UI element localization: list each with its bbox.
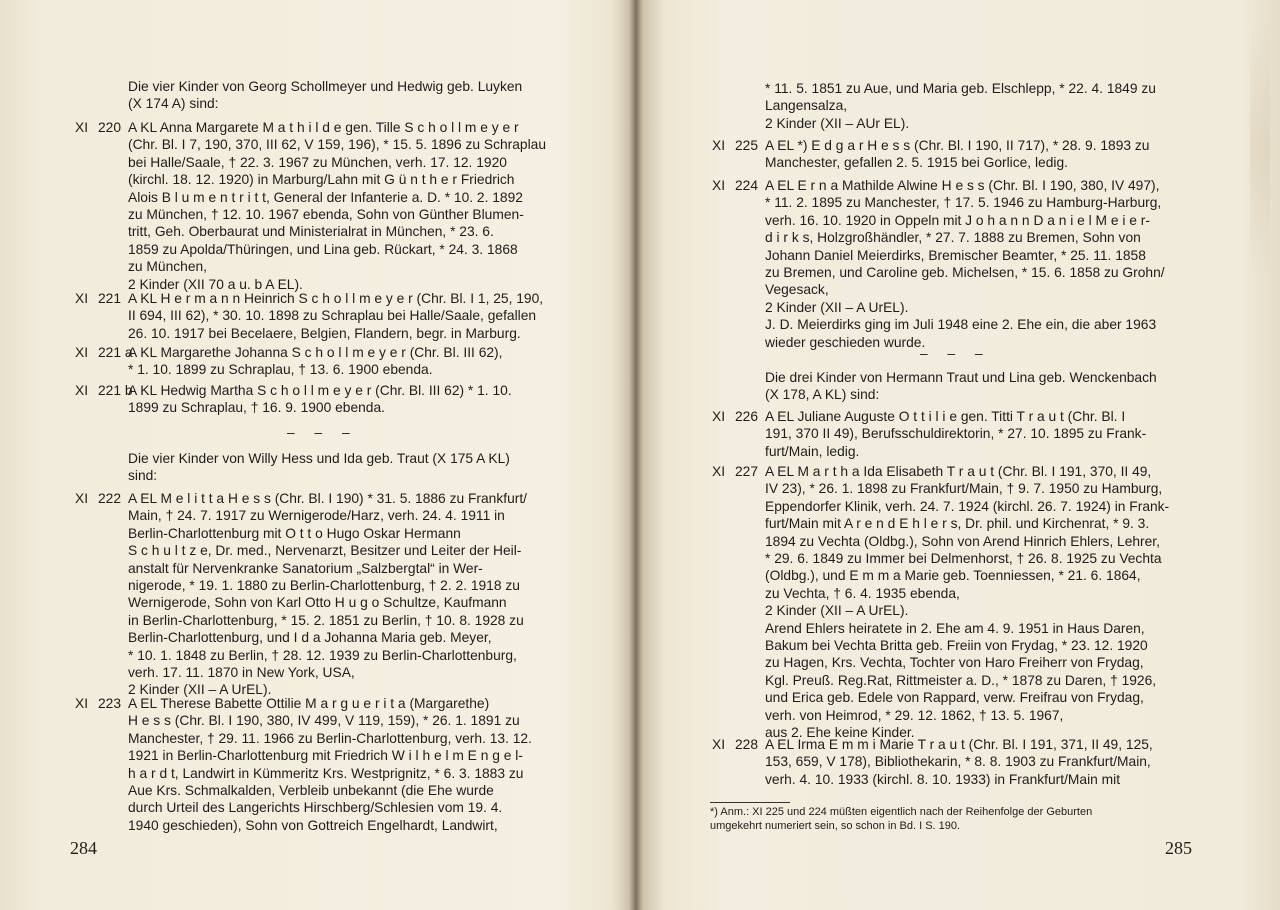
footnote: *) Anm.: XI 225 und 224 müßten eigentlich nach der Reihenfolge der Geburten umgekehrt numeriert sein, so schon in Bd. I S. 190. [710,806,1093,832]
entry-number: XI 221 a [75,345,133,360]
entry-text: A KL H e r m a n n Heinrich S c h o l l m e y e r (Chr. Bl. I 1, 25, 190, II 694, III 62), * 30. 10. 1898 zu Schraplau bei Halle/Saale, gefallen 26. 10. 1917 bei Becelaere, Belgien, Flandern, begr. in Marburg. [128,291,544,341]
entry-number: XI 227 [712,464,759,479]
page-number: 285 [1165,838,1192,858]
section-intro: Die vier Kinder von Georg Schollmeyer und Hedwig geb. Luyken (X 174 A) sind: [128,79,523,112]
footnote-rule [710,802,790,803]
entry-text: A EL Irma E m m i Marie T r a u t (Chr. Bl. I 191, 371, II 49, 125, 153, 659, V 178), Bibliothekarin, * 8. 8. 1903 zu Frankfurt/Main, verh. 4. 10. 1933 (kirchl. 8. 10. 1933) in Frankfurt/Main mit [765,737,1153,787]
entry-continuation: * 11. 5. 1851 zu Aue, und Maria geb. Elschlepp, * 22. 4. 1849 zu Langensalza, 2 Kinder (XII – AUr EL). [765,81,1156,131]
entry-text: A EL Juliane Auguste O t t i l i e gen. Titti T r a u t (Chr. Bl. I 191, 370 II 49), Berufsschuldirektorin, * 27. 10. 1895 zu Frank- furt/Main, ledig. [765,409,1147,459]
entry-text: A KL Margarethe Johanna S c h o l l m e y e r (Chr. Bl. III 62), * 1. 10. 1899 zu Schraplau, † 13. 6. 1900 ebenda. [128,345,503,378]
entry-number: XI 226 [712,409,759,424]
entry-number: XI 221 b [75,383,133,398]
section-intro: Die drei Kinder von Hermann Traut und Lina geb. Wenckenbach (X 178, A KL) sind: [765,370,1157,403]
entry-text: A KL Hedwig Martha S c h o l l m e y e r (Chr. Bl. III 62) * 1. 10. 1899 zu Schraplau, † 16. 9. 1900 ebenda. [128,383,512,416]
entry-text: A EL Therese Babette Ottilie M a r g u e r i t a (Margarethe) H e s s (Chr. Bl. I 190, 380, IV 499, V 119, 159), * 26. 1. 1891 zu Manchester, † 29. 11. 1966 zu Berlin-Charlottenburg, verh. 13. 12. 1921 in Berlin-Charlottenburg mit Friedrich W i l h e l m E n g e l- h a r d t, Landwirt in Kümmeritz Krs. Westprignitz, * 6. 3. 1883 zu Aue Krs. Schmalkalden, Verbleib unbekannt (die Ehe wurde durch Urteil des Langerichts Hirschberg/Schlesien vom 19. 4. 1940 geschieden), Sohn von Gottreich Engelhardt, Landwirt, [128,696,532,833]
entry-number: XI 223 [75,696,122,711]
entry-text: A KL Anna Margarete M a t h i l d e gen. Tille S c h o l l m e y e r (Chr. Bl. I 7, 190, 370, III 62, V 159, 196), * 15. 5. 1896 zu Schraplau bei Halle/Saale, † 22. 3. 1967 zu München, verh. 17. 12. 1920 (kirchl. 18. 12. 1920) in Marburg/Lahn mit G ü n t h e r Friedrich Alois B l u m e n t r i t t, General der Infanterie a. D. * 10. 2. 1892 zu München, † 12. 10. 1967 ebenda, Sohn von Günther Blumen- tritt, Geh. Oberbaurat und Ministerialrat in München, * 23. 6. 1859 zu Apolda/Thüringen, und Lina geb. Rückart, * 24. 3. 1868 zu München, 2 Kinder (XII 70 a u. b A EL). [128,120,547,292]
entry-number: XI 228 [712,737,759,752]
section-separator: – – – [287,425,358,440]
entry-number: XI 225 [712,138,759,153]
entry-text: A EL *) E d g a r H e s s (Chr. Bl. I 190, II 717), * 28. 9. 1893 zu Manchester, gefallen 2. 5. 1915 bei Gorlice, ledig. [765,138,1150,171]
entry-text: A EL M a r t h a Ida Elisabeth T r a u t (Chr. Bl. I 191, 370, II 49, IV 23), * 26. 1. 1898 zu Frankfurt/Main, † 9. 7. 1950 zu Hamburg, Eppendorfer Klinik, verh. 24. 7. 1924 (kirchl. 26. 7. 1924) in Frank- furt/Main mit A r e n d E h l e r s, Dr. phil. und Kirchenrat, * 9. 3. 1894 zu Vechta (Oldbg.), Sohn von Arend Hinrich Ehlers, Lehrer, * 29. 6. 1849 zu Immer bei Delmenhorst, † 26. 8. 1925 zu Vechta (Oldbg.), und E m m a Marie geb. Toenniessen, * 21. 6. 1864, zu Vechta, † 6. 4. 1935 ebenda, 2 Kinder (XII – A UrEL). Arend Ehlers heiratete in 2. Ehe am 4. 9. 1951 in Haus Daren, Bakum bei Vechta Britta geb. Freiin von Frydag, * 23. 12. 1920 zu Hagen, Krs. Vechta, Tochter von Haro Freiherr von Frydag, Kgl. Preuß. Reg.Rat, Rittmeister a. D., * 1878 zu Daren, † 1926, und Erica geb. Edele von Rappard, verw. Freifrau von Frydag, verh. von Heimrod, * 29. 12. 1862, † 13. 5. 1967, aus 2. Ehe keine Kinder. [765,464,1170,741]
page-number: 284 [70,838,97,858]
entry-number: XI 220 [75,120,122,135]
right-page [650,0,1280,910]
paper-stain [1250,20,1270,280]
section-separator: – – – [920,346,991,361]
entry-number: XI 222 [75,491,122,506]
entry-number: XI 224 [712,178,759,193]
entry-text: A EL M e l i t t a H e s s (Chr. Bl. I 190) * 31. 5. 1886 zu Frankfurt/ Main, † 24. 7. 1917 zu Wernigerode/Harz, verh. 24. 4. 1911 in Berlin-Charlottenburg mit O t t o Hugo Oskar Hermann S c h u l t z e, Dr. med., Nervenarzt, Besitzer und Leiter der Heil- anstalt für Nervenkranke Sanatorium „Salzbergtal“ in Wer- nigerode, * 19. 1. 1880 zu Berlin-Charlottenburg, † 2. 2. 1918 zu Wernigerode, Sohn von Karl Otto H u g o Schultze, Kaufmann in Berlin-Charlottenburg, * 15. 2. 1851 zu Berlin, † 10. 8. 1928 zu Berlin-Charlottenburg, und I d a Johanna Maria geb. Meyer, * 10. 1. 1848 zu Berlin, † 28. 12. 1939 zu Berlin-Charlottenburg, verh. 17. 11. 1870 in New York, USA, 2 Kinder (XII – A UrEL). [128,491,528,698]
entry-number: XI 221 [75,291,122,306]
entry-text: A EL E r n a Mathilde Alwine H e s s (Chr. Bl. I 190, 380, IV 497), * 11. 2. 1895 zu Manchester, † 17. 5. 1946 zu Hamburg-Harburg, verh. 16. 10. 1920 in Oppeln mit J o h a n n D a n i e l M e i e r- d i r k s, Holzgroßhändler, * 27. 7. 1888 zu Bremen, Sohn von Johann Daniel Meierdirks, Bremischer Beamter, * 25. 11. 1858 zu Bremen, und Caroline geb. Michelsen, * 15. 6. 1858 zu Grohn/ Vegesack, 2 Kinder (XII – A UrEL). J. D. Meierdirks ging im Juli 1948 eine 2. Ehe ein, die aber 1963 wieder geschieden wurde. [765,178,1165,350]
left-page [0,0,620,910]
section-intro: Die vier Kinder von Willy Hess und Ida geb. Traut (X 175 A KL) sind: [128,451,510,484]
